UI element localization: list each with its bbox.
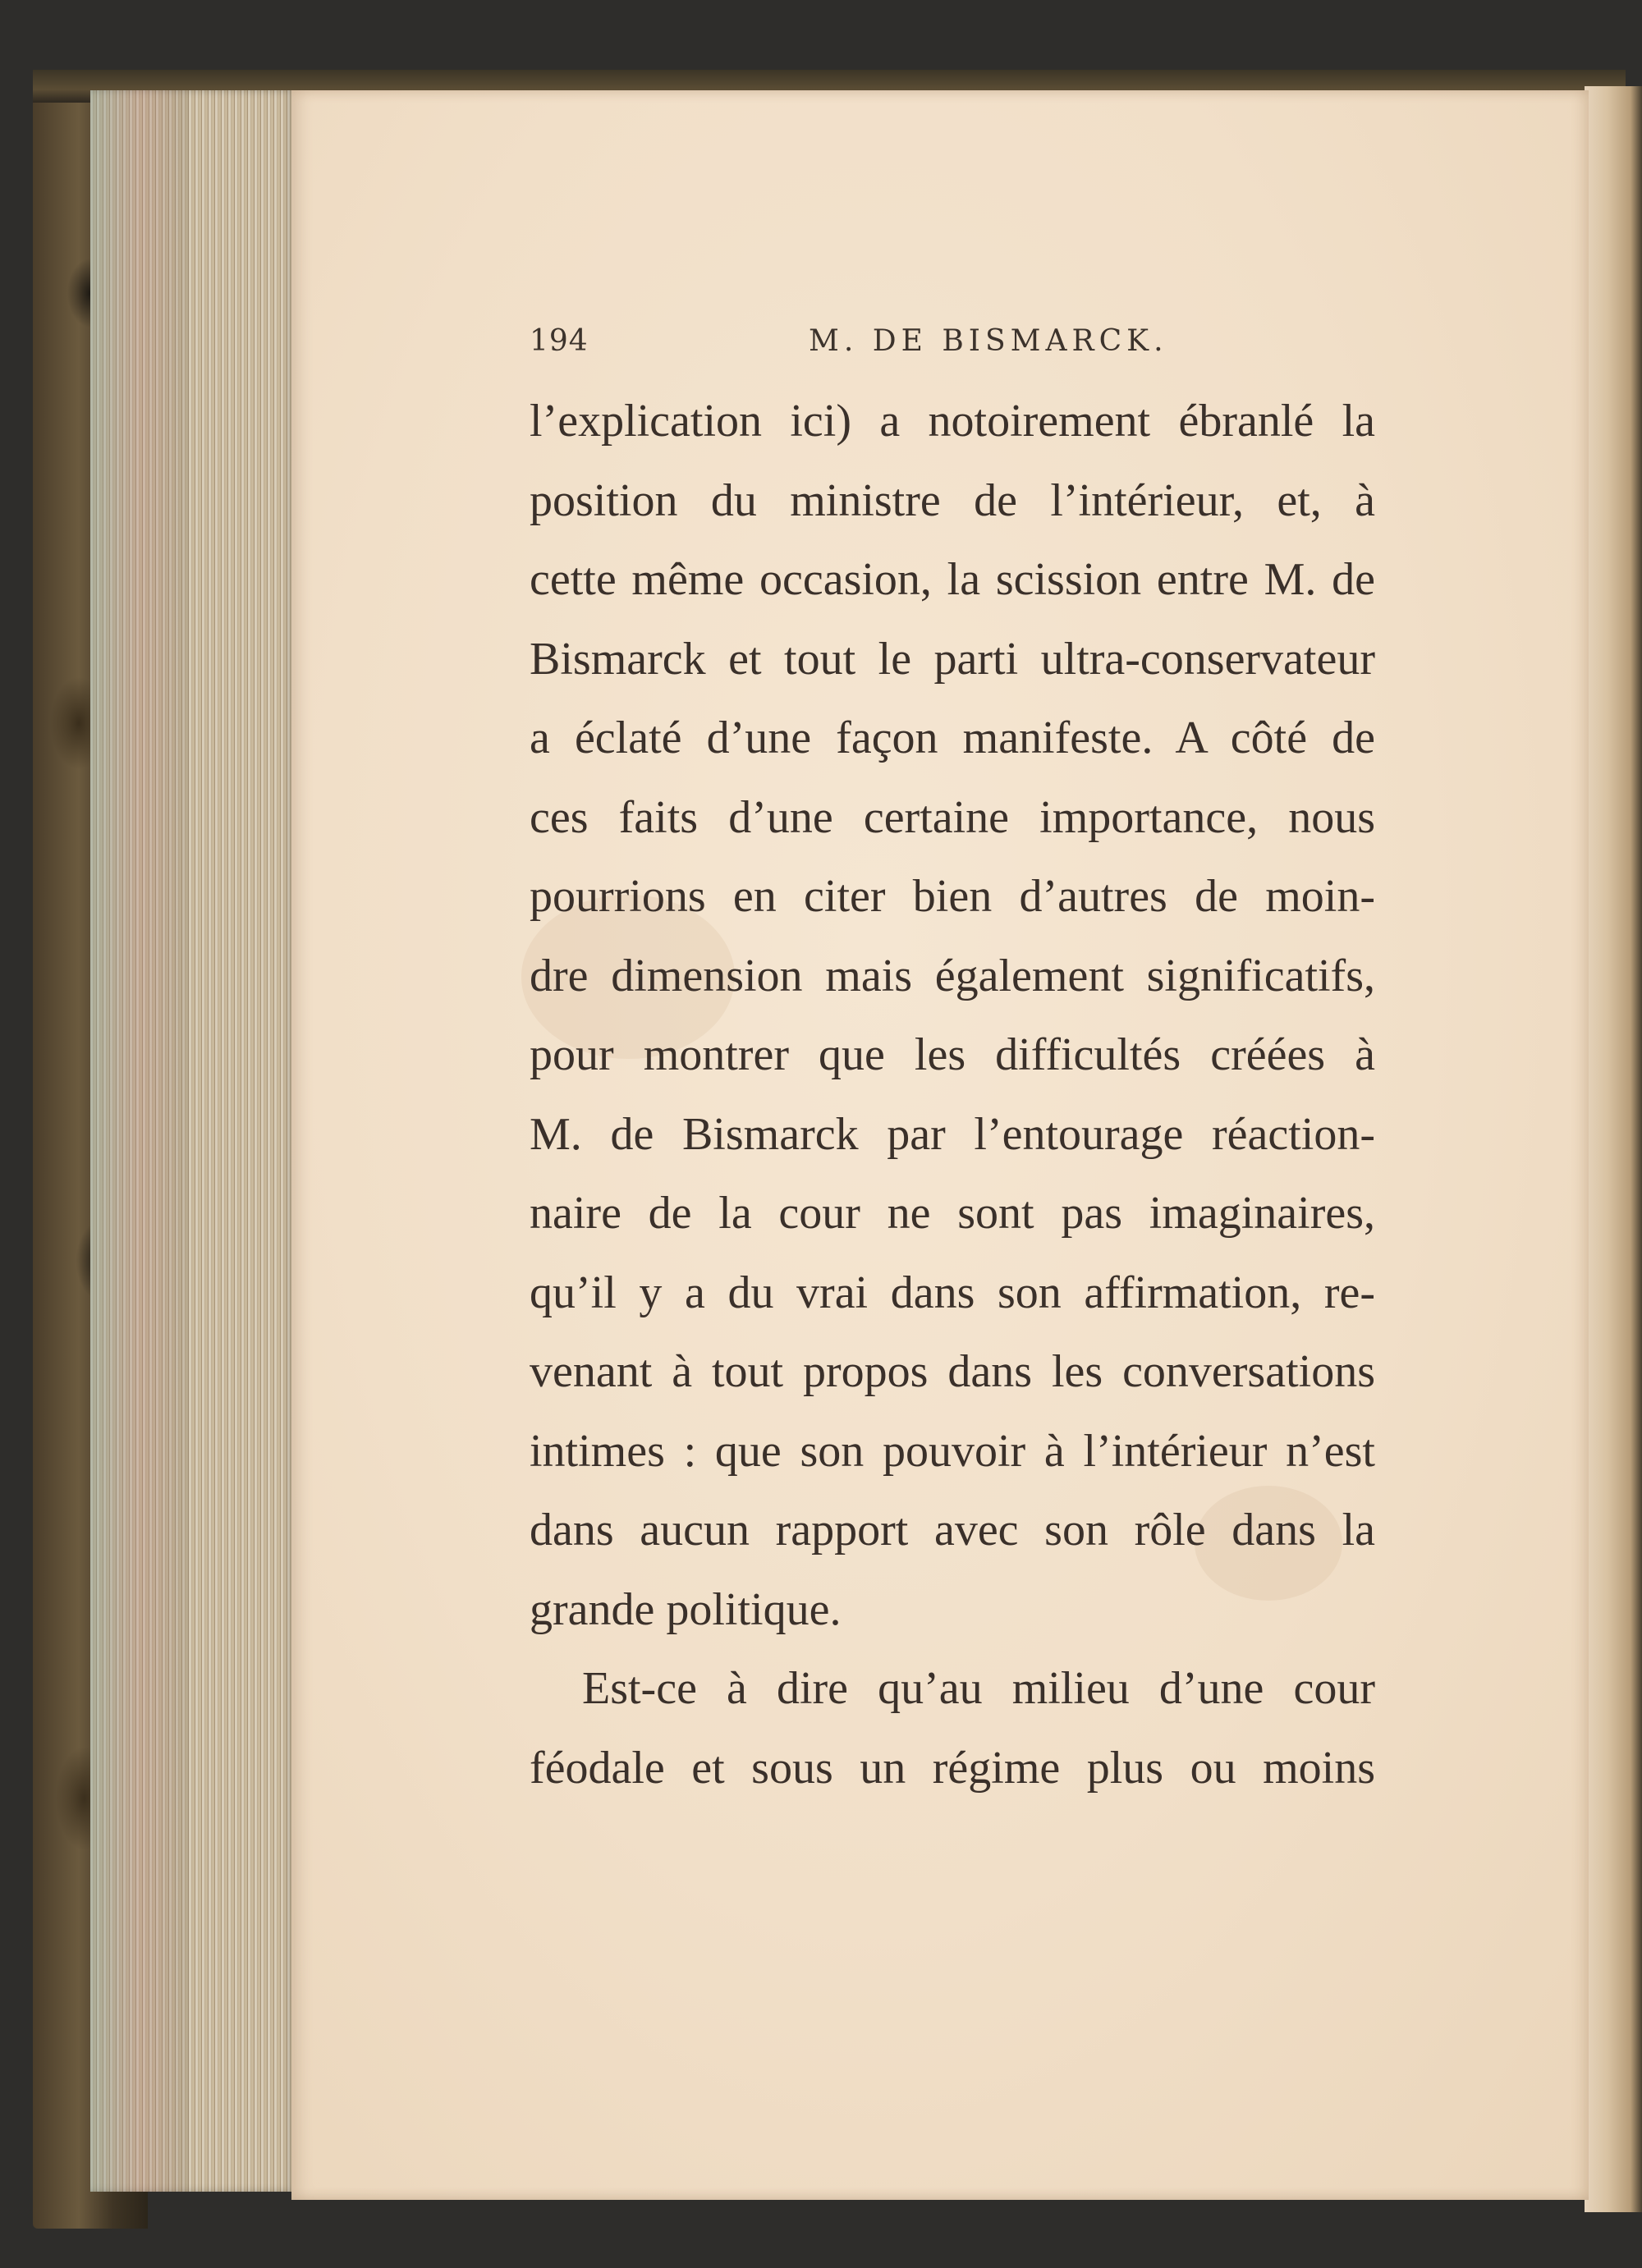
text-line: dre dimension mais également significatifs, bbox=[530, 950, 1375, 1001]
paragraph-end-line: grande politique. bbox=[530, 1583, 842, 1635]
text-line: Bismarck et tout le parti ultra-conservateur bbox=[530, 633, 1375, 685]
page-number: 194 bbox=[530, 324, 589, 358]
text-line: naire de la cour ne sont pas imaginaires, bbox=[530, 1188, 1375, 1239]
text-line: M. de Bismarck par l’entourage réaction- bbox=[530, 1108, 1375, 1160]
text-line: pour montrer que les difficultés créées à bbox=[530, 1029, 1375, 1080]
page-edge-stack bbox=[90, 90, 296, 2192]
text-line: l’explication ici) a notoirement ébranlé la bbox=[530, 396, 1375, 447]
text-line: dans aucun rapport avec son rôle dans la bbox=[530, 1505, 1375, 1556]
running-title: M. DE BISMARCK. bbox=[809, 324, 1168, 358]
text-line: intimes : que son pouvoir à l’intérieur n’est bbox=[530, 1425, 1375, 1477]
running-head bbox=[291, 324, 1589, 373]
text-line: féodale et sous un régime plus ou moins bbox=[530, 1742, 1375, 1794]
body-text bbox=[530, 382, 1375, 1808]
text-line: qu’il y a du vrai dans son affirmation, re- bbox=[530, 1267, 1375, 1318]
text-line: cette même occasion, la scission entre M. de bbox=[530, 554, 1375, 605]
text-line: position du ministre de l’intérieur, et, à bbox=[530, 474, 1375, 526]
text-line: ces faits d’une certaine importance, nous bbox=[530, 791, 1375, 843]
right-page-edge bbox=[1585, 86, 1642, 2212]
text-line: a éclaté d’une façon manifeste. A côté de bbox=[530, 712, 1375, 763]
book-page bbox=[291, 90, 1589, 2200]
text-line: venant à tout propos dans les conversations bbox=[530, 1346, 1375, 1397]
paragraph-start-line: Est-ce à dire qu’au milieu d’une cour bbox=[582, 1663, 1375, 1714]
text-line: pourrions en citer bien d’autres de moin- bbox=[530, 871, 1375, 922]
